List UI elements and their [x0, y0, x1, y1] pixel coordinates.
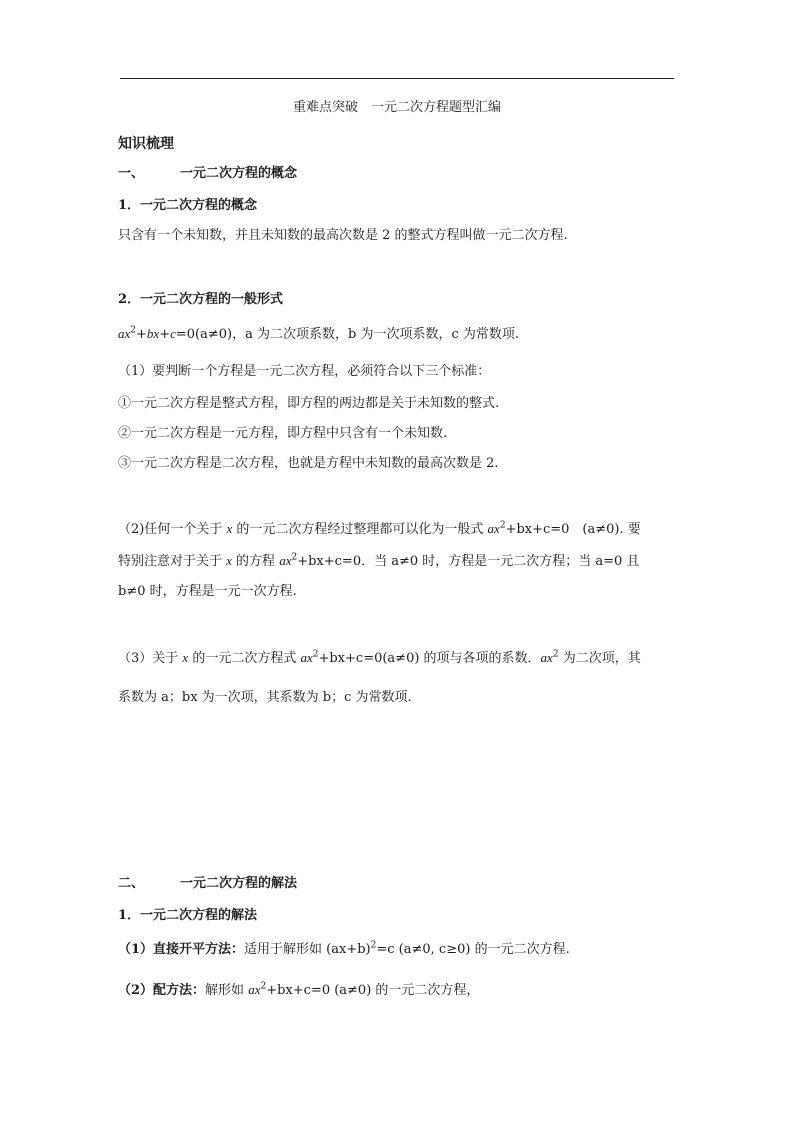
note2-line-1: （2)任何一个关于 x 的一元二次方程经过整理都可以化为一般式 $ax^2+bx+c=0$ (a≠0). 要 — [118, 520, 641, 537]
part2-heading: 二、 一元二次方程的解法 — [118, 876, 298, 891]
note1-intro: （1）要判断一个方程是一元二次方程，必须符合以下三个标准： — [118, 364, 491, 379]
part1-sub2-heading: 2．一元二次方程的一般形式 — [118, 292, 284, 307]
method-1-direct-root: （1）直接开平方法：适用于解形如 $(ax+b)^2=c$ (a≠0, c≥0) 的一元二次方程. — [118, 940, 570, 957]
section-title: 知识梳理 — [118, 136, 174, 152]
part1-sub1-heading: 1．一元二次方程的概念 — [118, 198, 258, 213]
note2-line-2: 特别注意对于关于 x 的方程 $ax^2+bx+c=0$．当 a≠0 时，方程是一元二次方程；当 a=0 且 — [118, 552, 640, 569]
note1-criterion-3: ③一元二次方程是二次方程，也就是方程中未知数的最高次数是 2. — [118, 456, 499, 471]
header-rule — [120, 78, 674, 79]
note3-line-2: 系数为 a；bx 为一次项，其系数为 b；c 为常数项. — [118, 690, 412, 705]
part1-heading: 一、 一元二次方程的概念 — [118, 166, 298, 181]
note3-line-1: （3）关于 x 的一元二次方程式 $ax^2+bx+c=0(a\ne 0)$ 的项与各项的系数．$ax^2$ 为二次项，其 — [118, 649, 641, 666]
note1-criterion-2: ②一元二次方程是一元方程，即方程中只含有一个未知数. — [118, 426, 448, 441]
page-title: 重难点突破 一元二次方程题型汇编 — [292, 100, 501, 115]
method-2-completing-square: （2）配方法：解形如 $ax^2+bx+c=0$ (a≠0) 的一元二次方程， — [118, 981, 480, 998]
part2-sub1-heading: 1．一元二次方程的解法 — [118, 908, 258, 923]
general-form-formula: $ax^2+bx+c=0(a\ne 0)$，a 为二次项系数，b 为一次项系数，c 为常数项. — [118, 325, 519, 342]
note1-criterion-1: ①一元二次方程是整式方程，即方程的两边都是关于未知数的整式. — [118, 396, 500, 411]
part1-sub1-text: 只含有一个未知数，并且未知数的最高次数是 2 的整式方程叫做一元二次方程. — [118, 228, 568, 243]
note2-line-3: b≠0 时，方程是一元一次方程. — [118, 584, 297, 599]
